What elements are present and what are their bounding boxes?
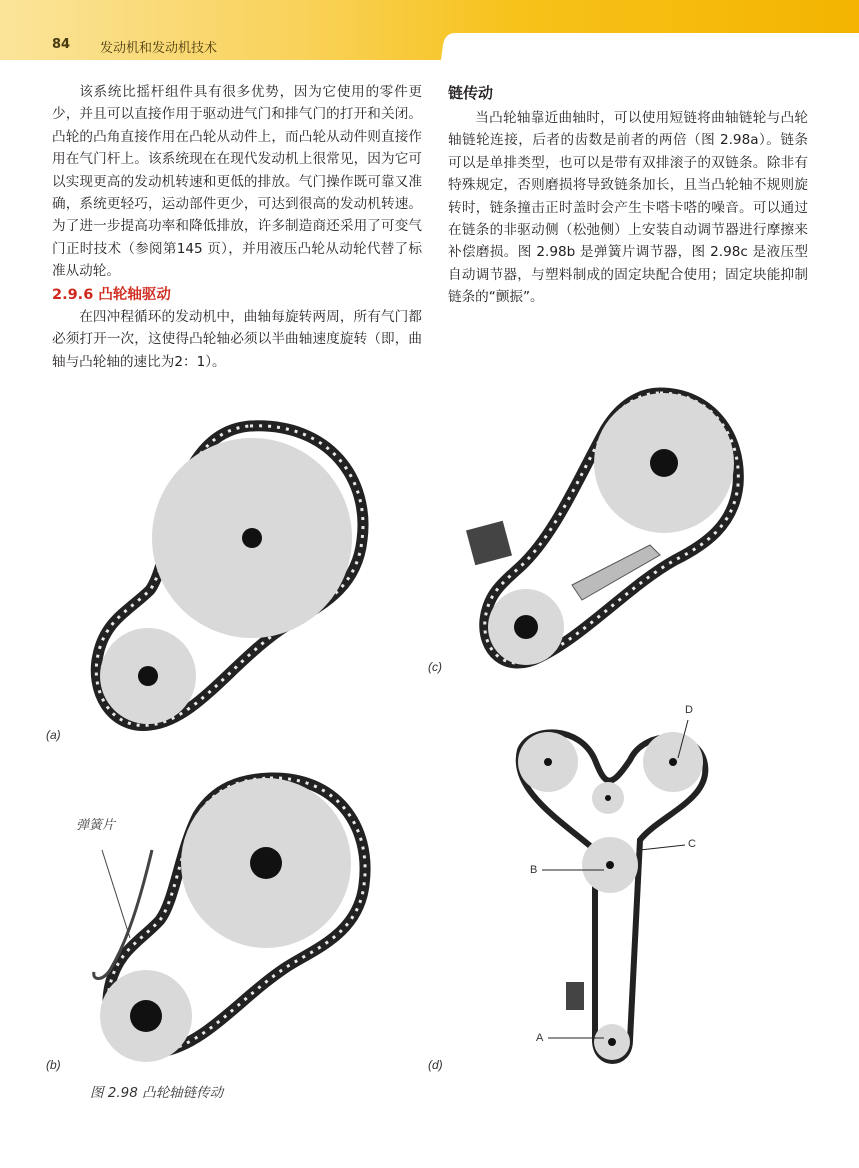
hydraulic-adjuster [466, 521, 512, 566]
body-paragraph: 该系统比摇杆组件具有很多优势，因为它使用的零件更少，并且可以直接作用于驱动进气门和排气门的打开和关闭。凸轮的凸角直接作用在凸轮从动件上，而凸轮从动件则直接作用在气门杆上。该系统现在在现代发动机上很常见，因为它可以实现更高的发动机转速和更低的排放。气门操作既可靠又准确，系统更轻巧，运动部件更少，可达到很高的发动机转速。为了进一步提高功率和降低排放，许多制造商还采用了可变气门正时技术（参阅第145 页），并用液压凸轮从动轮代替了标准从动轮。 [52, 84, 422, 280]
page-number: 84 [52, 37, 71, 52]
right-column [448, 81, 808, 309]
figure-label-b: (b) [46, 1058, 61, 1072]
figure-d-double-camshaft [500, 720, 720, 1070]
body-paragraph: 在四冲程循环的发动机中，曲轴每旋转两周，所有气门都必须打开一次，这使得凸轮轴必须以半曲轴速度旋转（即，曲轴与凸轮轴的速比为2：1）。 [52, 309, 422, 370]
section-heading: 2.9.6 凸轮轴驱动 [52, 286, 171, 303]
adjuster [566, 982, 584, 1010]
callout-a: A [536, 1032, 544, 1044]
figure-b-spring-tensioner [80, 770, 400, 1070]
callout-d: D [685, 704, 693, 716]
figure-a-chain-drive [40, 420, 420, 760]
spring-blade-label: 弹簧片 [76, 818, 116, 833]
left-column [52, 81, 422, 373]
figure-c-hydraulic-tensioner [460, 385, 750, 675]
figure-label-c: (c) [428, 660, 442, 674]
sub-heading: 链传动 [448, 84, 494, 102]
running-title: 发动机和发动机技术 [100, 41, 218, 56]
figure-caption: 图 2.98 凸轮轴链传动 [90, 1085, 224, 1101]
figure-label-d: (d) [428, 1058, 443, 1072]
callout-c: C [688, 838, 696, 850]
callout-b: B [530, 864, 538, 876]
body-paragraph: 当凸轮轴靠近曲轴时，可以使用短链将曲轴链轮与凸轮轴链轮连接，后者的齿数是前者的两倍（图 2.98a）。链条可以是单排类型，也可以是带有双排滚子的双链条。除非有特殊规定，否则磨损将导致链条加长，且当凸轮轴不规则旋转时，链条撞击正时盖时会产生卡嗒卡嗒的噪音。可以通过在链条的非驱动侧（松弛侧）上安装自动调节器进行摩擦来补偿磨损。图 2.98b 是弹簧片调节器，图 2.98c 是液压型自动调节器，与塑料制成的固定块配合使用；固定块能抑制链条的“颤振”。 [448, 110, 808, 306]
figure-label-a: (a) [46, 728, 61, 742]
